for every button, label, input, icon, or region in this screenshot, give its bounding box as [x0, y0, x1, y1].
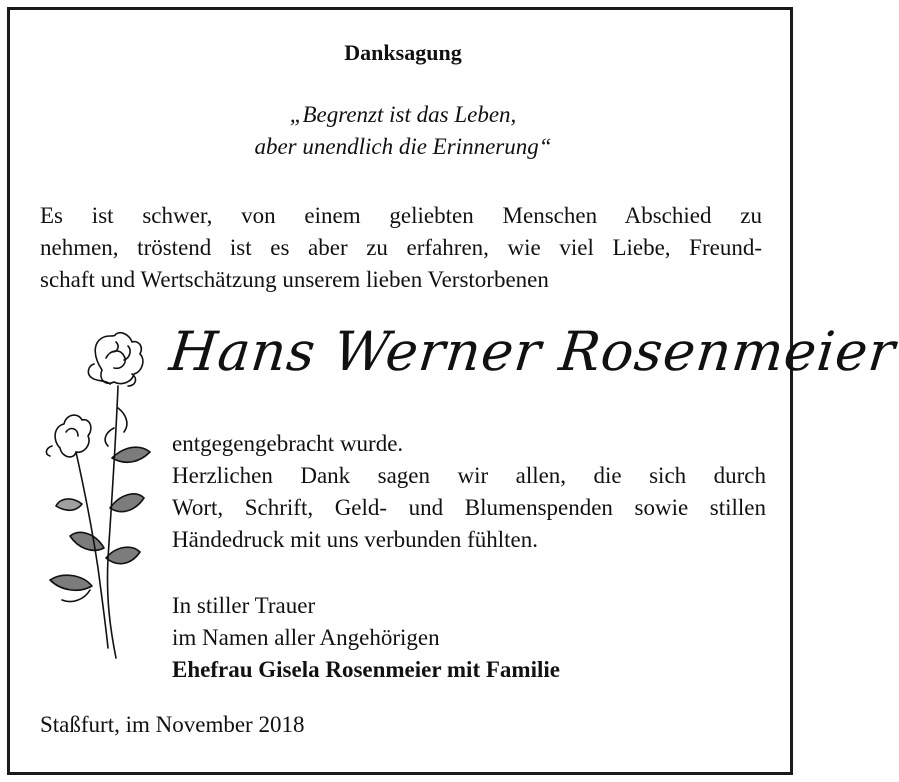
- body-line-4: Händedruck mit uns verbunden fühlten.: [172, 527, 538, 552]
- quote-line-1: „Begrenzt ist das Leben,: [289, 102, 517, 127]
- quote-line-2: aber unendlich die Erinnerung“: [254, 134, 552, 159]
- rose-icon: [32, 328, 162, 668]
- deceased-name: Hans Werner Rosenmeier: [166, 320, 899, 383]
- signatories: Ehefrau Gisela Rosenmeier mit Familie: [172, 657, 560, 682]
- intro-line-3: schaft und Wertschätzung unserem lieben Verstorbenen: [40, 267, 549, 292]
- intro-line-2: nehmen, tröstend ist es aber zu erfahren, wie viel Liebe, Freund-: [40, 235, 762, 260]
- closing-line-1: In stiller Trauer: [172, 593, 316, 618]
- body-line-3: Wort, Schrift, Geld- und Blumenspenden sowie stillen: [172, 495, 766, 520]
- obituary-notice: [7, 7, 899, 775]
- intro-line-1: Es ist schwer, von einem geliebten Menschen Abschied zu: [40, 203, 762, 228]
- body-line-2: Herzlichen Dank sagen wir allen, die sich durch: [172, 463, 766, 488]
- body-line-1: entgegengebracht wurde.: [172, 431, 404, 456]
- notice-title: Danksagung: [344, 40, 462, 65]
- closing-line-2: im Namen aller Angehörigen: [172, 625, 440, 650]
- place-date: Staßfurt, im November 2018: [40, 712, 305, 737]
